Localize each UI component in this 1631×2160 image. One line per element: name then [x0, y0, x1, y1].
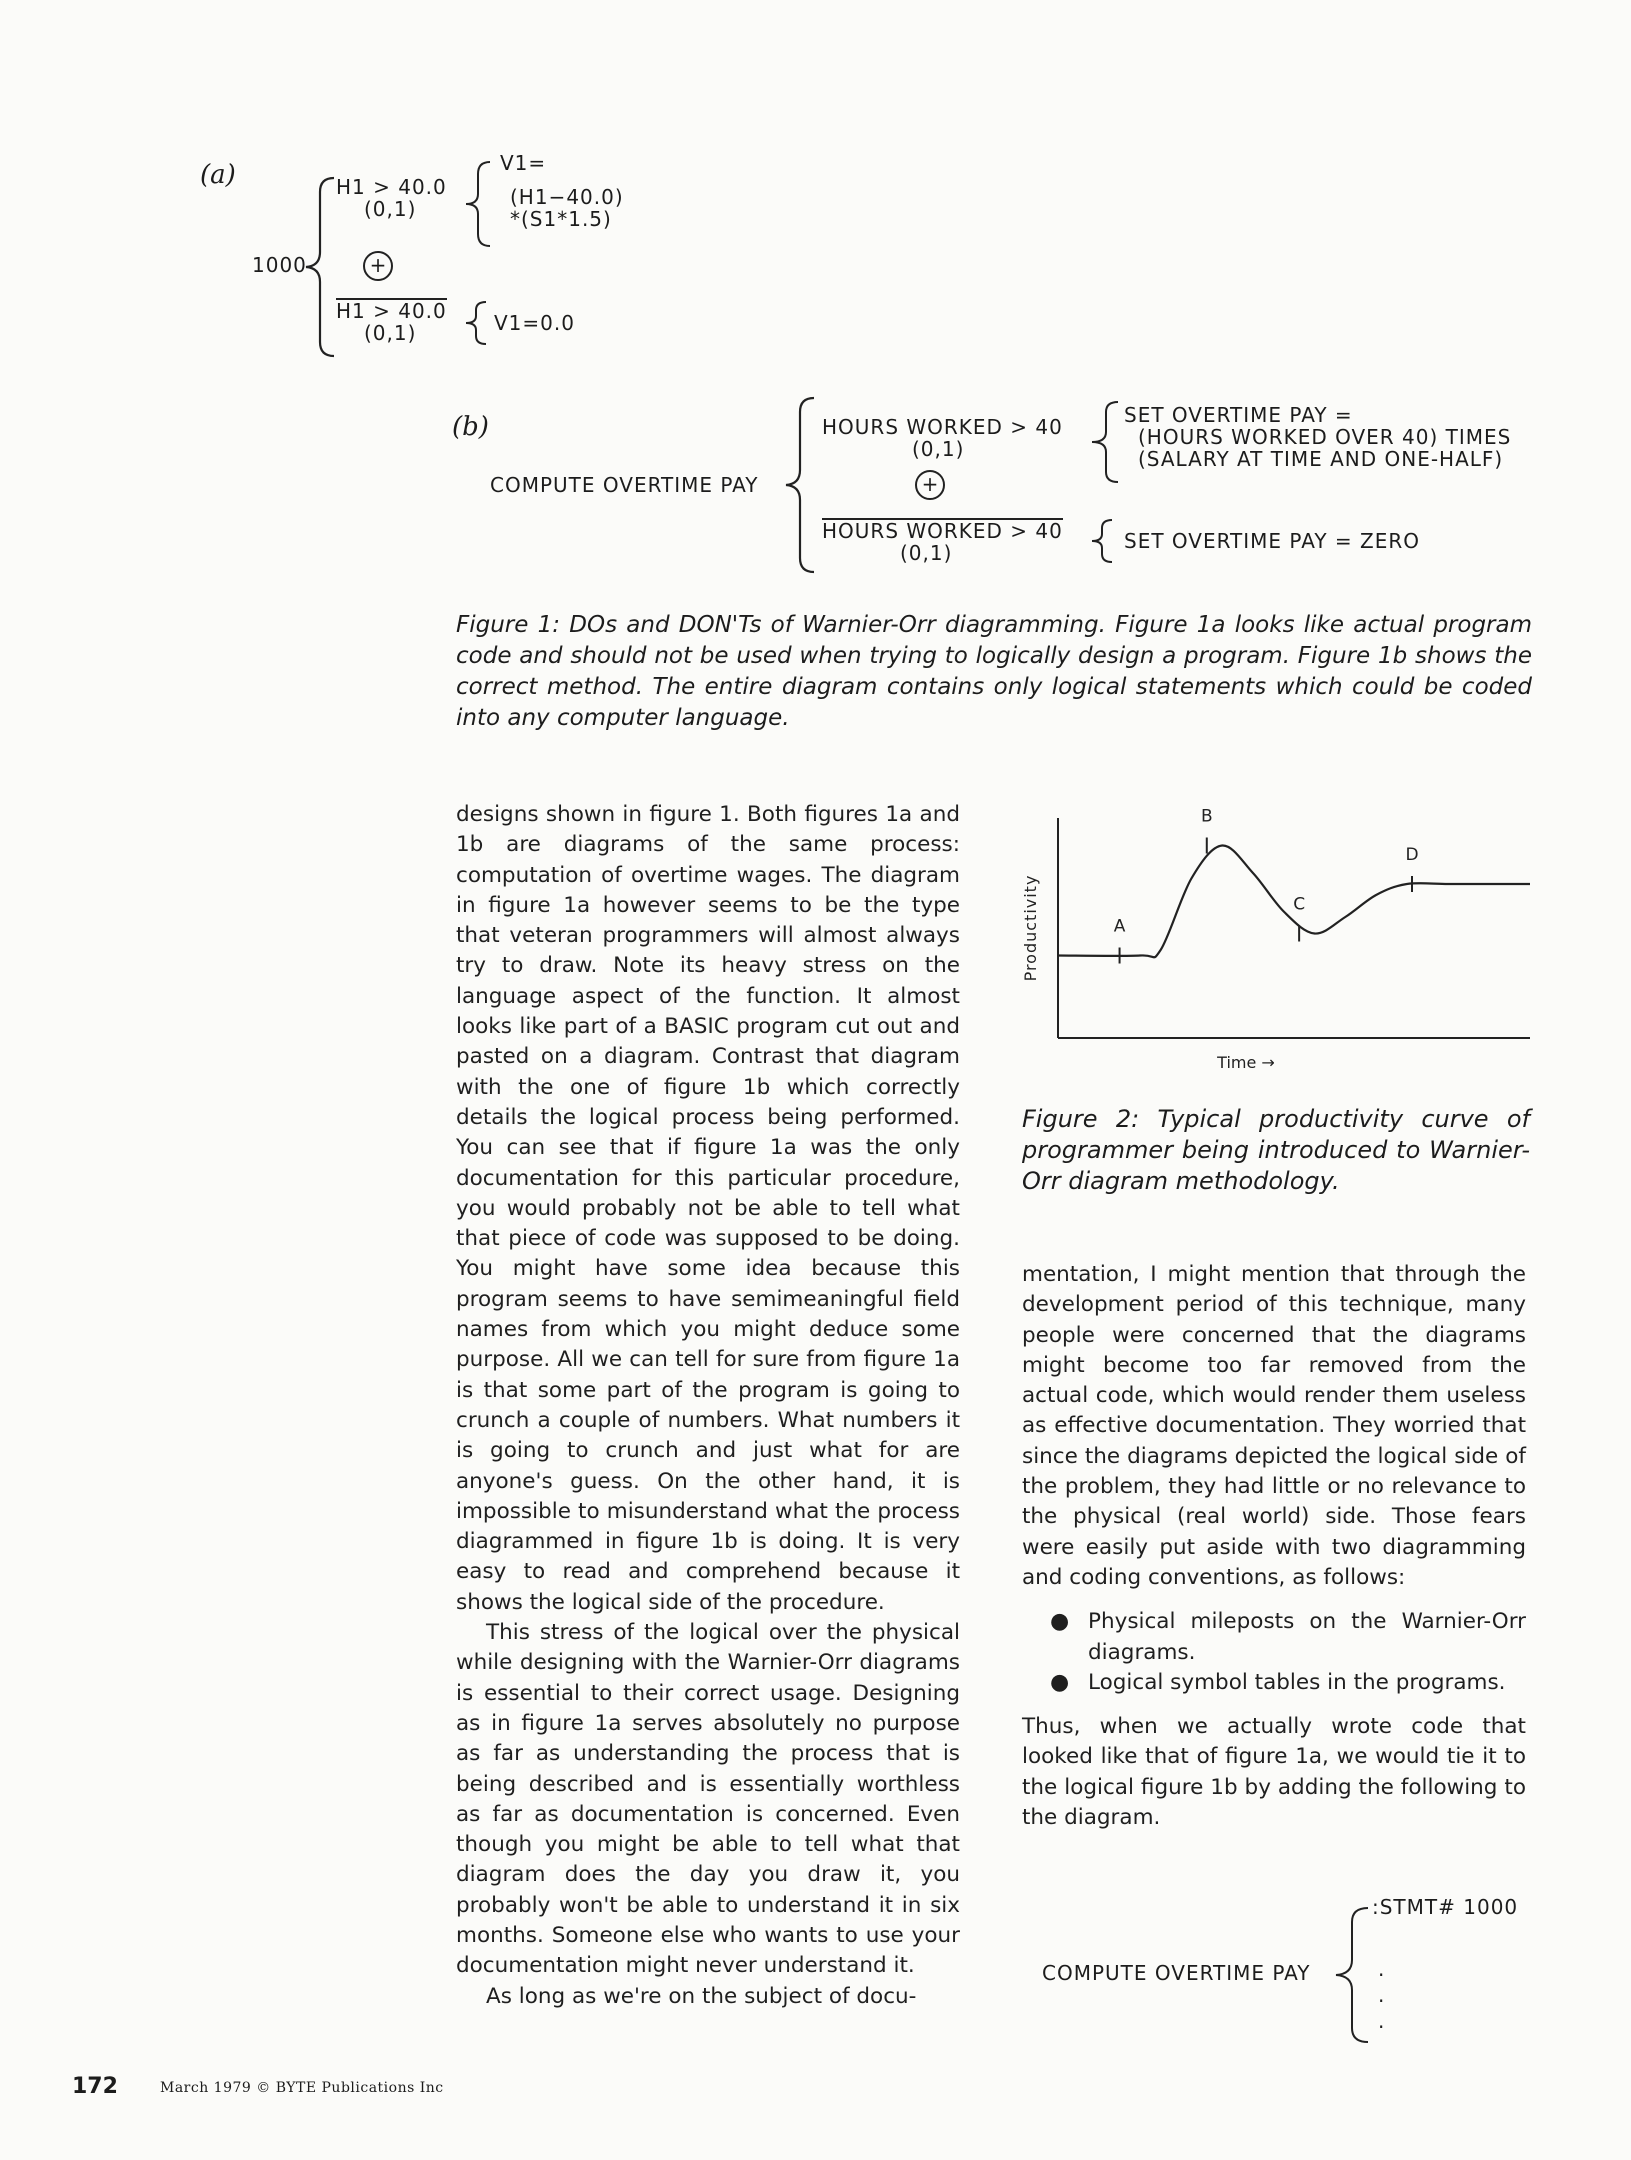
figure-1b-count-1: (0,1) — [912, 437, 965, 461]
paragraph: This stress of the logical over the physical while designing with the Warnier-Orr diagrams is essential to their correct usage. Designing as in figure 1a serves absolutely no purpose as far as understanding the process that is being described and is essentially worthless as far as documentation is concerned. Even though you might be able to tell what that diagram does the day you draw it, you probably won't be able to understand it in six months. Someone else who wants to use your documentation might never understand it. — [456, 1620, 960, 1979]
list-item: ● Physical mileposts on the Warnier-Orr diagrams. — [1050, 1609, 1526, 1665]
brace-icon — [1088, 400, 1124, 484]
figure-1b-count-2: (0,1) — [900, 541, 953, 565]
productivity-chart — [1010, 800, 1540, 1090]
figure-1a-action-1-line-2: (H1−40.0) — [510, 185, 624, 209]
figure-1a-action-2: V1=0.0 — [494, 311, 575, 335]
list-item: ● Logical symbol tables in the programs. — [1022, 1668, 1526, 1698]
milestone-label-a: A — [1113, 916, 1126, 937]
figure-1b-action-1-line-2: (HOURS WORKED OVER 40) TIMES — [1138, 425, 1512, 449]
paragraph: mentation, I might mention that through the development period of this technique, many people were concerned that the diagrams might become too far removed from the actual code, which would render them useless as effective documentation. They worried that since the diagrams depicted the logical side of the problem, they had little or no relevance to the physical (real world) side. Those fears were easily put aside with two diagramming and coding conventions, as follows: — [1022, 1262, 1526, 1590]
paragraph: Thus, when we actually wrote code that looked like that of figure 1a, we would tie it to the logical figure 1b by adding the following to the diagram. — [1022, 1714, 1526, 1831]
ellipsis-dot: . — [1378, 1957, 1386, 1981]
paragraph: As long as we're on the subject of docu- — [486, 1983, 917, 2009]
figure-1b-root: COMPUTE OVERTIME PAY — [490, 473, 759, 497]
bullet-icon: ● — [1050, 1609, 1070, 1635]
figure-1a-action-1-line-3: *(S1*1.5) — [510, 207, 612, 231]
figure-1a-condition-1: H1 > 40.0 — [336, 175, 447, 199]
ellipsis-dot: . — [1378, 1983, 1386, 2007]
figure-1b-action-1-line-1: SET OVERTIME PAY = — [1124, 403, 1353, 427]
bullet-list — [1022, 1607, 1526, 1698]
figure-1a-action-1-line-1: V1= — [500, 151, 547, 175]
ellipsis-dot: . — [1378, 2009, 1386, 2033]
milestone-label-d: D — [1405, 845, 1419, 865]
figure-1a-label: (a) — [200, 160, 236, 190]
y-axis-label: Productivity — [1021, 874, 1040, 982]
milestone-label-c: C — [1293, 894, 1306, 915]
left-column — [456, 800, 960, 2012]
milepost-root: COMPUTE OVERTIME PAY — [1042, 1961, 1311, 1985]
figure-1b-action-2: SET OVERTIME PAY = ZERO — [1124, 529, 1420, 553]
big-brace-icon — [300, 176, 340, 358]
figure-1b-condition-1: HOURS WORKED > 40 — [822, 415, 1063, 439]
page-number: 172 — [72, 2074, 118, 2099]
figure-2-caption: Figure 2: Typical productivity curve of programmer being introduced to Warnier-Orr diagram methodology. — [1022, 1105, 1530, 1195]
right-column — [1022, 1260, 1526, 1833]
figure-1b-label: (b) — [452, 412, 489, 442]
brace-icon — [1088, 518, 1118, 564]
plus-circle-icon: + — [363, 251, 393, 281]
bullet-icon: ● — [1050, 1669, 1070, 1695]
figure-1a-condition-2: H1 > 40.0 — [336, 299, 447, 323]
x-axis-label: Time → — [1217, 1053, 1275, 1072]
paragraph: designs shown in figure 1. Both figures 1a and 1b are diagrams of the same process: computation of overtime wages. The diagram in figure 1a however seems to be the type that veteran programmers will almost always try to draw. Note its heavy stress on the language aspect of the function. It almost looks like part of a BASIC program cut out and pasted on a diagram. Contrast that diagram with the one of figure 1b which correctly details the logical process being performed. You can see that if figure 1a was the only documentation for this particular procedure, you would probably not be able to tell what that piece of code was supposed to be doing. You might have some idea because this program seems to have semimeaningful field names from which you might deduce some purpose. All we can tell for sure from figure 1a is that some part of the program is going to crunch a couple of numbers. What numbers it is going to crunch and just what for are anyone's guess. On the other hand, it is impossible to misunderstand what the process diagrammed in figure 1b is doing. It is very easy to read and comprehend because it shows the logical side of the procedure. — [456, 802, 960, 1615]
plus-circle-icon: + — [915, 470, 945, 500]
figure-1a-root: 1000 — [252, 253, 307, 277]
figure-1a-count-1: (0,1) — [364, 197, 417, 221]
stmt-label: :STMT# 1000 — [1372, 1895, 1519, 1919]
milestone-label-b: B — [1200, 806, 1213, 827]
brace-icon — [462, 160, 496, 248]
figure-1a-count-2: (0,1) — [364, 321, 417, 345]
brace-icon — [1330, 1906, 1374, 2044]
figure-1-caption: Figure 1: DOs and DON'Ts of Warnier-Orr diagramming. Figure 1a looks like actual program code and should not be used when trying to logically design a program. Figure 1b shows the correct method. The entire diagram contains only logical statements which could be coded into any computer language. — [456, 612, 1532, 731]
publication-credit: March 1979 © BYTE Publications Inc — [160, 2080, 444, 2096]
figure-1b-condition-2: HOURS WORKED > 40 — [822, 519, 1063, 543]
big-brace-icon — [780, 396, 820, 574]
brace-icon — [462, 300, 492, 346]
figure-1b-action-1-line-3: (SALARY AT TIME AND ONE-HALF) — [1138, 447, 1504, 471]
